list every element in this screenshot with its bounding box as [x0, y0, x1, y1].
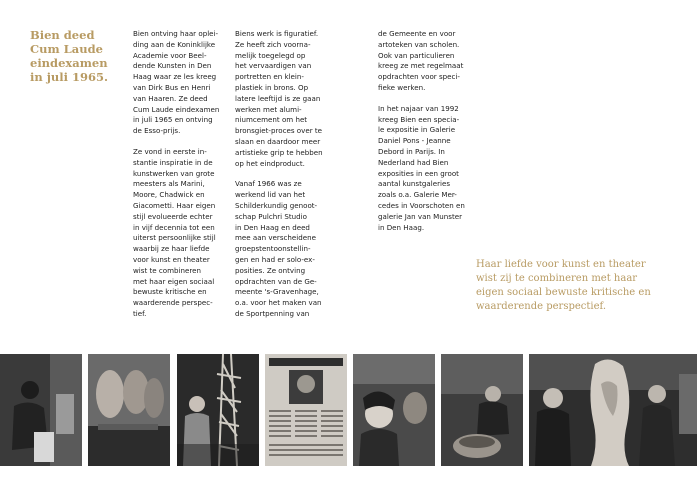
pull-quote-left: Bien deed Cum Laude eindexamen in juli 1965. [30, 28, 109, 84]
woman-and-sculpted-head-photo [353, 354, 435, 466]
paragraph: Biens werk is figuratief. Ze heeft zich voorna- melijk toegelegd op het vervaardigen van portretten en klein- plastiek in brons. Op latere leeftijd is ze gaan werken met alumi- niumcement om het bronsgiet-proces over te slaan en daardoor meer artistieke grip te hebben op het eindproduct. [235, 29, 323, 168]
newspaper-clipping-photo [265, 354, 347, 466]
paragraph: Bien ontving haar oplei- ding aan de Koninklijke Academie voor Beel- dende Kunsten in Den Haag waar ze les kreeg van Dirk Bus en Henri van Haaren. Ze deed Cum Laude eindexamen in juli 1965 en ontving de Esso-prijs. [133, 29, 220, 136]
text-column-3 [378, 29, 474, 243]
photo-strip [0, 354, 697, 466]
paragraph: In het najaar van 1992 kreeg Bien een specia- le expositie in Galerie Daniel Pons - Jeanne Debord in Parijs. In Nederland had Bien exposities in een groot aantal kunstgaleries zoals o.a. Galerie Mer- cedes in Voorschoten en galerie Jan van Munster in Den Haag. [378, 103, 465, 232]
sculpted-torsos-photo [88, 354, 170, 466]
text-column-2 [235, 29, 331, 330]
woman-with-scaffold-sculpture-photo [177, 354, 259, 466]
woman-seated-in-studio-photo [0, 354, 82, 466]
woman-with-bowl-photo [441, 354, 523, 466]
paragraph: Vanaf 1966 was ze werkend lid van het Schilderkundig genoot- schap Pulchri Studio in Den Haag en deed mee aan verscheidene groepstentoonstellin- gen en had er solo-ex- posities. Ze ontving opdrachten van de Ge- meente 's-Gravenhage, o.a. voor het maken van de Sportpenning van [235, 179, 322, 318]
women-with-large-sculpture-photo [529, 354, 697, 466]
paragraph: de Gemeente en voor artoteken van scholen. Ook van particulieren kreeg ze met regelmaat opdrachten voor speci- fieke werken. [378, 29, 464, 92]
paragraph: Ze vond in eerste in- stantie inspiratie in de kunstwerken van grote meesters als Marini, Moore, Chadwick en Giacometti. Haar eigen stijl evolueerde echter in vijf decennia tot een uiterst persoonlijke stijl waarbij ze haar liefde voor kunst en theater wist te combineren met haar eigen sociaal bewuste kritische en waarderende perspec- tief. [133, 146, 216, 318]
text-column-1 [133, 29, 229, 330]
pull-quote-right: Haar liefde voor kunst en theater wist zij te combineren met haar eigen sociaal bewuste kritische en waarderende perspectief. [476, 259, 651, 312]
